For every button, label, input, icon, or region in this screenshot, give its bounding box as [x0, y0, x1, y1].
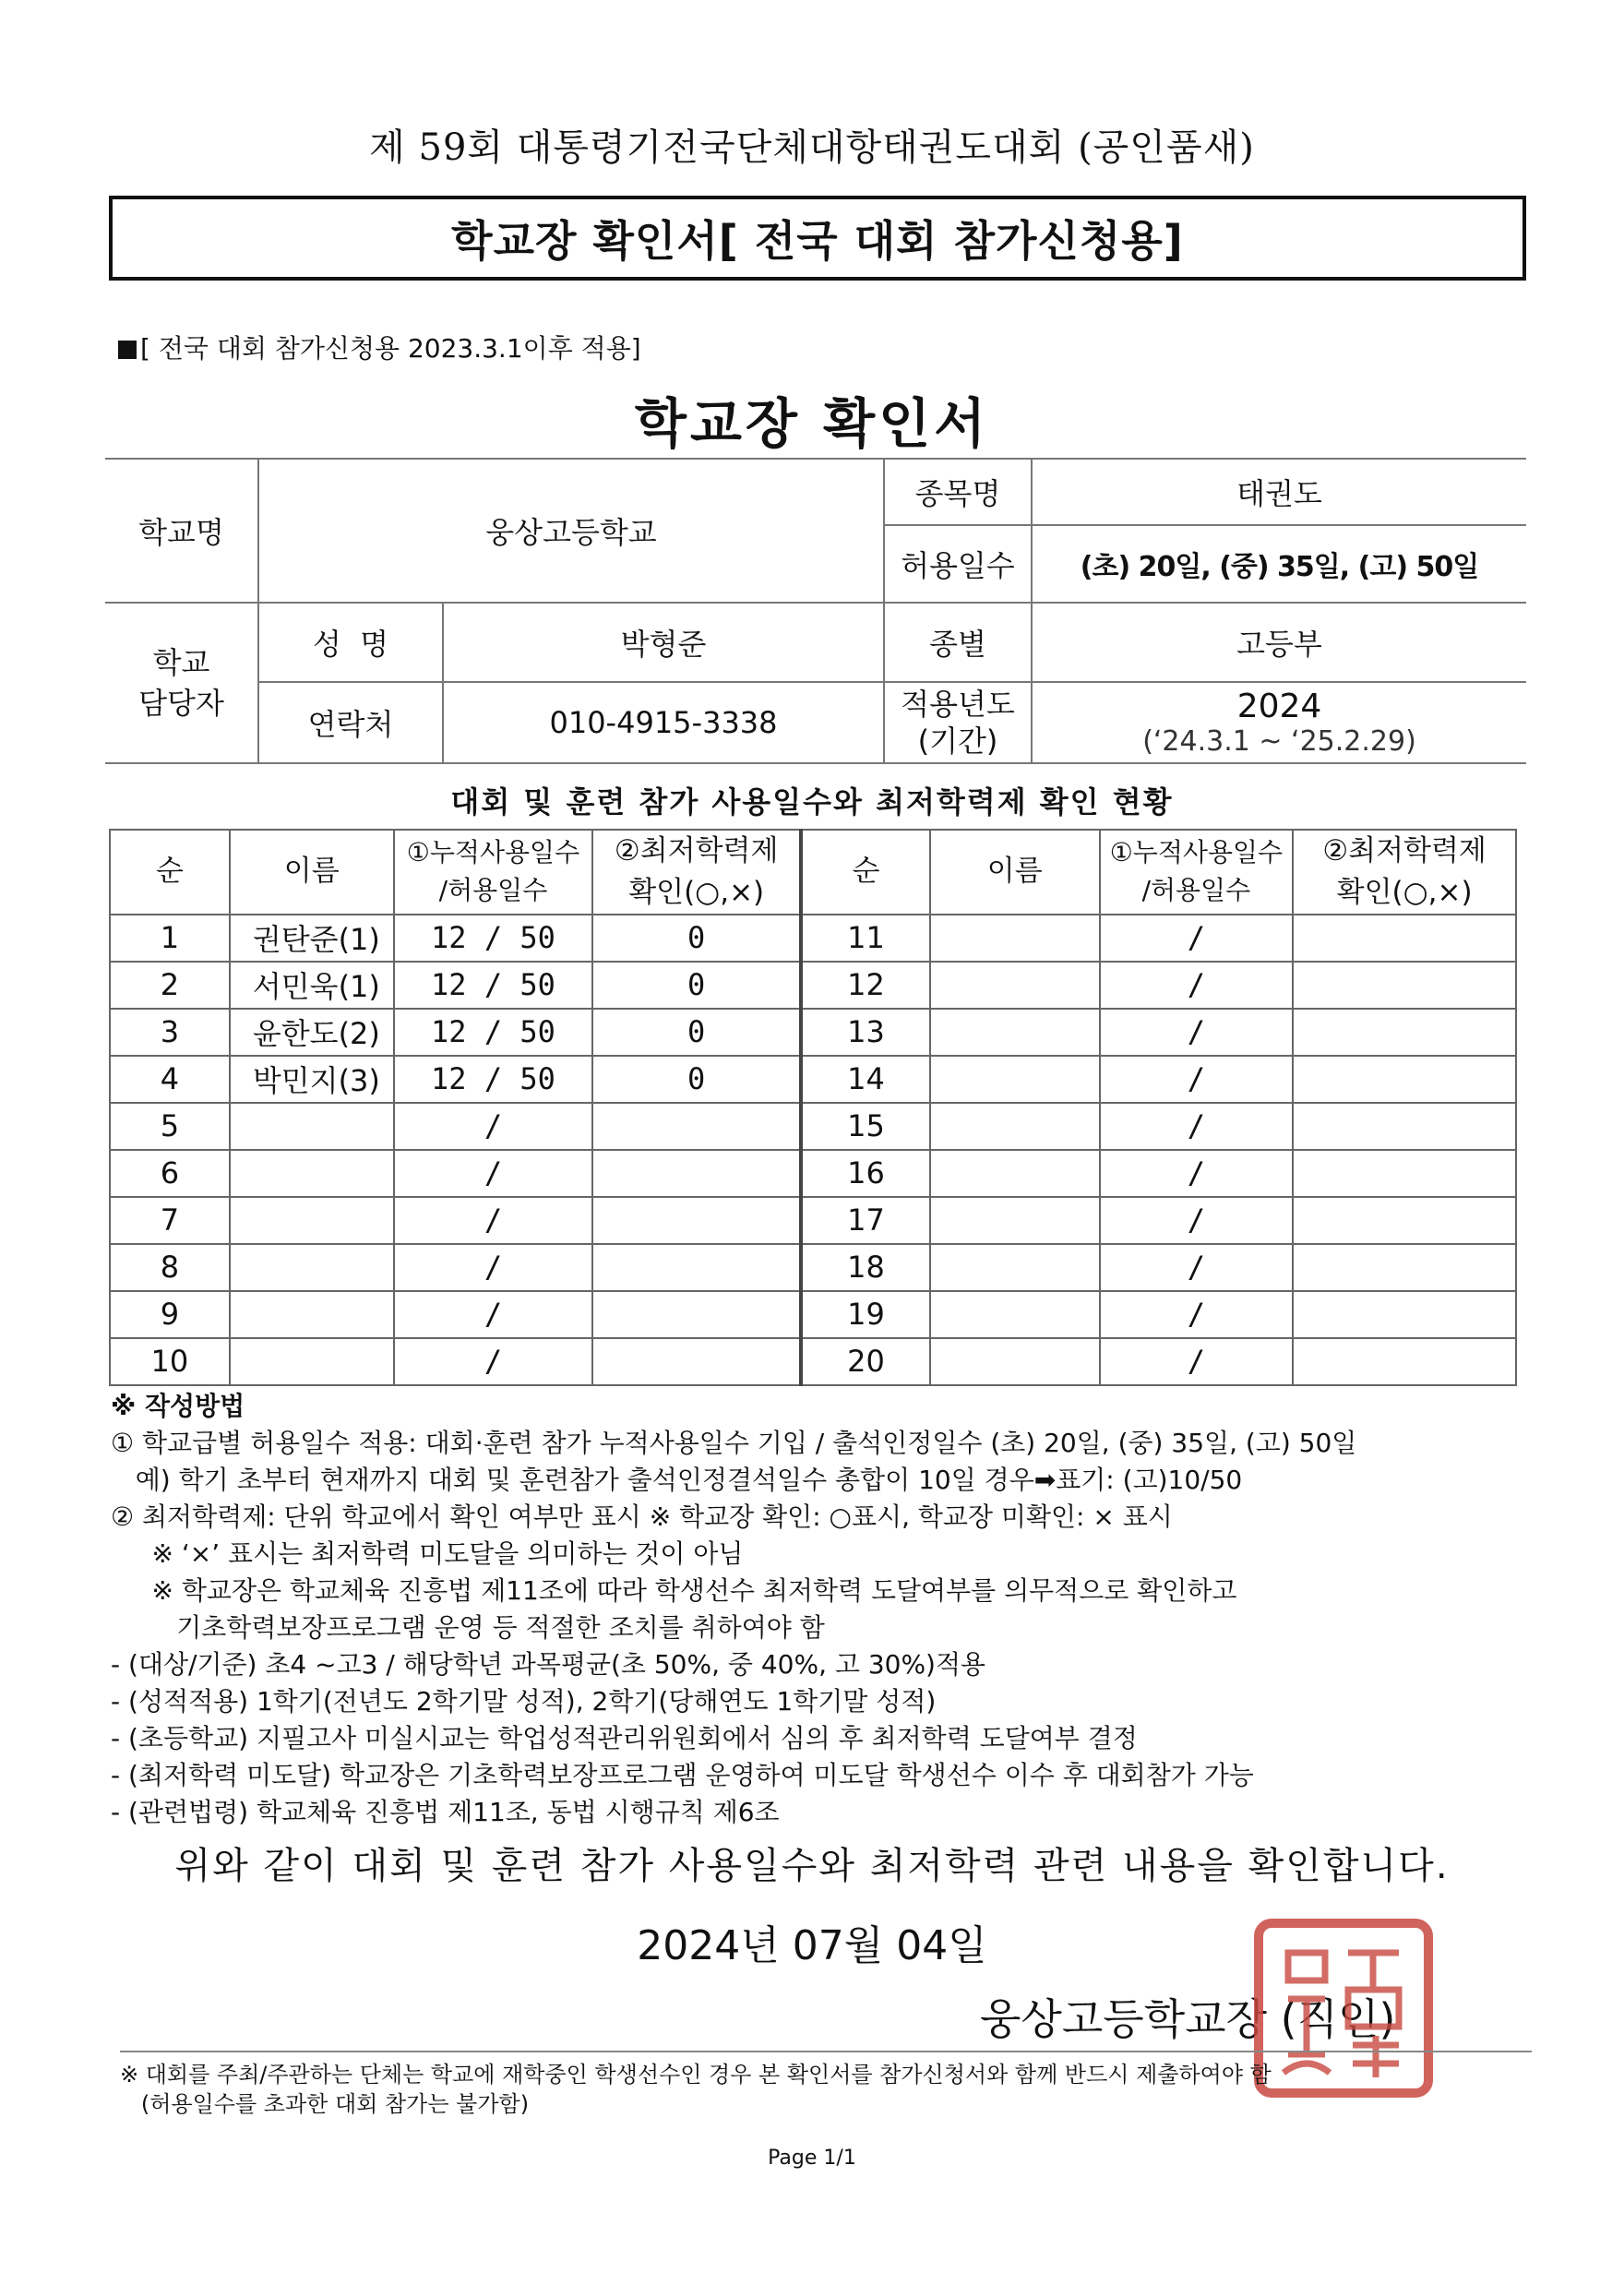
header-days: ①누적사용일수 /허용일수 [394, 830, 593, 915]
table-row [110, 1244, 1516, 1291]
row-number: 17 [801, 1197, 930, 1244]
academic-check [592, 1338, 801, 1385]
instruction-line: 예) 학기 초부터 현재까지 대회 및 훈련참가 출석인정결석일수 총합이 10일 경우➡표기: (고)10/50 [111, 1465, 1243, 1495]
manager-name-label: 성 명 [258, 603, 443, 682]
athlete-name [930, 915, 1100, 962]
event-title: 제 59회 대통령기전국단체대항태권도대회 (공인품새) [369, 126, 1255, 169]
athlete-name [930, 1197, 1100, 1244]
athlete-name [230, 1197, 394, 1244]
athlete-name: 박민지(3) [230, 1056, 394, 1103]
row-number: 1 [110, 915, 230, 962]
instruction-line: - (성적적용) 1학기(전년도 2학기말 성적), 2학기(당해연도 1학기말 성적) [111, 1686, 937, 1717]
row-number: 2 [110, 962, 230, 1009]
header-check: ②최저학력제 확인(○,×) [592, 830, 801, 915]
year-label: 적용년도 (기간) [884, 682, 1032, 763]
used-days: / [1100, 1056, 1294, 1103]
row-number: 13 [801, 1009, 930, 1056]
used-days: 12 / 50 [394, 1056, 593, 1103]
academic-check [1293, 1244, 1516, 1291]
used-days: / [394, 1150, 593, 1197]
instruction-line: ※ 학교장은 학교체육 진흥법 제11조에 따라 학생선수 최저학력 도달여부를 의무적으로 확인하고 [111, 1575, 1237, 1606]
table-row [110, 1009, 1516, 1056]
table-row [110, 1103, 1516, 1150]
used-days: 12 / 50 [394, 962, 593, 1009]
academic-check [1293, 915, 1516, 962]
header-no: 순 [110, 830, 230, 915]
row-number: 9 [110, 1291, 230, 1338]
row-number: 10 [110, 1338, 230, 1385]
row-number: 18 [801, 1244, 930, 1291]
used-days: / [1100, 962, 1294, 1009]
instruction-line: ※ ‘×’ 표시는 최저학력 미도달을 의미하는 것이 아님 [111, 1538, 744, 1569]
form-box-title [109, 196, 1526, 281]
athlete-name: 권탄준(1) [230, 915, 394, 962]
year-cell [1032, 682, 1526, 763]
instruction-line: - (최저학력 미도달) 학교장은 기초학력보장프로그램 운영하여 미도달 학생선수 이수 후 대회참가 가능 [111, 1760, 1254, 1790]
academic-check [1293, 1338, 1516, 1385]
used-days: / [1100, 1150, 1294, 1197]
used-days: / [1100, 1009, 1294, 1056]
used-days: / [394, 1244, 593, 1291]
athlete-name [230, 1244, 394, 1291]
academic-check [1293, 1009, 1516, 1056]
manager-name-value: 박형준 [443, 603, 884, 682]
row-number: 19 [801, 1291, 930, 1338]
table-row [110, 915, 1516, 962]
instruction-line: 기초학력보장프로그램 운영 등 적절한 조치를 취하여야 함 [111, 1612, 825, 1643]
participation-table [109, 829, 1517, 1386]
academic-check [1293, 962, 1516, 1009]
academic-check: 0 [592, 1009, 801, 1056]
row-number: 5 [110, 1103, 230, 1150]
instruction-line: ② 최저학력제: 단위 학교에서 확인 여부만 표시 ※ 학교장 확인: ○표시, 학교장 미확인: × 표시 [111, 1501, 1173, 1532]
period-value: (‘24.3.1 ~ ‘25.2.29) [1142, 725, 1416, 758]
athlete-name [930, 962, 1100, 1009]
issue-date: 2024년 07월 04일 [637, 1922, 987, 1969]
used-days: / [1100, 1197, 1294, 1244]
used-days: / [394, 1103, 593, 1150]
document-title: 학교장 확인서 [634, 392, 990, 455]
row-number: 15 [801, 1103, 930, 1150]
used-days: 12 / 50 [394, 1009, 593, 1056]
application-notice-text: [ 전국 대회 참가신청용 2023.3.1이후 적용] [140, 333, 641, 364]
row-number: 16 [801, 1150, 930, 1197]
table-row [110, 1291, 1516, 1338]
school-manager-label: 학교 담당자 [105, 603, 258, 763]
used-days: 12 / 50 [394, 915, 593, 962]
table-row [110, 1056, 1516, 1103]
academic-check: 0 [592, 962, 801, 1009]
page-number: Page 1/1 [768, 2147, 856, 2170]
allowed-days-label: 허용일수 [884, 525, 1032, 603]
academic-check: 0 [592, 1056, 801, 1103]
athlete-name [930, 1056, 1100, 1103]
athlete-name [230, 1338, 394, 1385]
header-no: 순 [801, 830, 930, 915]
square-bullet-icon [118, 341, 137, 359]
header-name: 이름 [930, 830, 1100, 915]
used-days: / [1100, 1338, 1294, 1385]
event-name-value: 태권도 [1032, 459, 1526, 525]
academic-check [592, 1291, 801, 1338]
row-number: 8 [110, 1244, 230, 1291]
used-days: / [1100, 1244, 1294, 1291]
athlete-name: 서민욱(1) [230, 962, 394, 1009]
academic-check [592, 1244, 801, 1291]
instruction-line: - (대상/기준) 초4 ~고3 / 해당학년 과목평균(초 50%, 중 40%, 고 30%)적용 [111, 1649, 986, 1680]
table-row [110, 962, 1516, 1009]
instructions-lines [111, 1425, 1532, 1831]
instruction-line: - (관련법령) 학교체육 진흥법 제11조, 동법 시행규칙 제6조 [111, 1797, 780, 1827]
used-days: / [394, 1338, 593, 1385]
table-row [110, 1197, 1516, 1244]
row-number: 12 [801, 962, 930, 1009]
athlete-name [230, 1103, 394, 1150]
athlete-name [230, 1150, 394, 1197]
header-name: 이름 [230, 830, 394, 915]
athlete-name: 윤한도(2) [230, 1009, 394, 1056]
used-days: / [1100, 915, 1294, 962]
academic-check [1293, 1150, 1516, 1197]
form-box-title-text: 학교장 확인서[ 전국 대회 참가신청용] [451, 216, 1184, 266]
academic-check: 0 [592, 915, 801, 962]
confirmation-statement: 위와 같이 대회 및 훈련 참가 사용일수와 최저학력 관련 내용을 확인합니다. [174, 1845, 1450, 1887]
header-check: ②최저학력제 확인(○,×) [1293, 830, 1516, 915]
school-name-label: 학교명 [105, 459, 258, 603]
athlete-name [930, 1150, 1100, 1197]
participation-table-body [110, 915, 1516, 1385]
academic-check [592, 1197, 801, 1244]
section-title: 대회 및 훈련 참가 사용일수와 최저학력제 확인 현황 [450, 784, 1174, 819]
division-value: 고등부 [1032, 603, 1526, 682]
row-number: 14 [801, 1056, 930, 1103]
school-name-value: 웅상고등학교 [258, 459, 884, 603]
school-info-table [105, 458, 1526, 764]
row-number: 4 [110, 1056, 230, 1103]
application-notice [118, 329, 641, 365]
athlete-name [930, 1009, 1100, 1056]
footnote-text: ※ 대회를 주최/주관하는 단체는 학교에 재학중인 학생선수인 경우 본 확인서를 참가신청서와 함께 반드시 제출하여야 함 (허용일수를 초과한 대회 참가는 불가함) [120, 2062, 1272, 2117]
instructions [111, 1388, 1532, 1831]
used-days: / [394, 1197, 593, 1244]
used-days: / [1100, 1103, 1294, 1150]
athlete-name [930, 1291, 1100, 1338]
footnote [120, 2051, 1532, 2119]
table-row [110, 1338, 1516, 1385]
academic-check [1293, 1056, 1516, 1103]
row-number: 6 [110, 1150, 230, 1197]
athlete-name [230, 1291, 394, 1338]
academic-check [1293, 1291, 1516, 1338]
event-name-label: 종목명 [884, 459, 1032, 525]
athlete-name [930, 1244, 1100, 1291]
allowed-days-value: (초) 20일, (중) 35일, (고) 50일 [1032, 525, 1526, 603]
athlete-name [930, 1103, 1100, 1150]
used-days: / [1100, 1291, 1294, 1338]
academic-check [1293, 1197, 1516, 1244]
year-value: 2024 [1236, 688, 1322, 725]
contact-label: 연락처 [258, 682, 443, 763]
header-days: ①누적사용일수 /허용일수 [1100, 830, 1294, 915]
row-number: 7 [110, 1197, 230, 1244]
instruction-line: - (초등학교) 지필고사 미실시교는 학업성적관리위원회에서 심의 후 최저학력 도달여부 결정 [111, 1723, 1138, 1753]
athlete-name [930, 1338, 1100, 1385]
academic-check [592, 1150, 801, 1197]
row-number: 3 [110, 1009, 230, 1056]
row-number: 20 [801, 1338, 930, 1385]
division-label: 종별 [884, 603, 1032, 682]
used-days: / [394, 1291, 593, 1338]
instructions-title: ※ 작성방법 [111, 1391, 245, 1421]
contact-value: 010-4915-3338 [443, 682, 884, 763]
academic-check [1293, 1103, 1516, 1150]
academic-check [592, 1103, 801, 1150]
instruction-line: ① 학교급별 허용일수 적용: 대회·훈련 참가 누적사용일수 기입 / 출석인정일수 (초) 20일, (중) 35일, (고) 50일 [111, 1428, 1357, 1458]
table-row [110, 1150, 1516, 1197]
principal-signature: 웅상고등학교장 (직인) [980, 1994, 1396, 2044]
row-number: 11 [801, 915, 930, 962]
